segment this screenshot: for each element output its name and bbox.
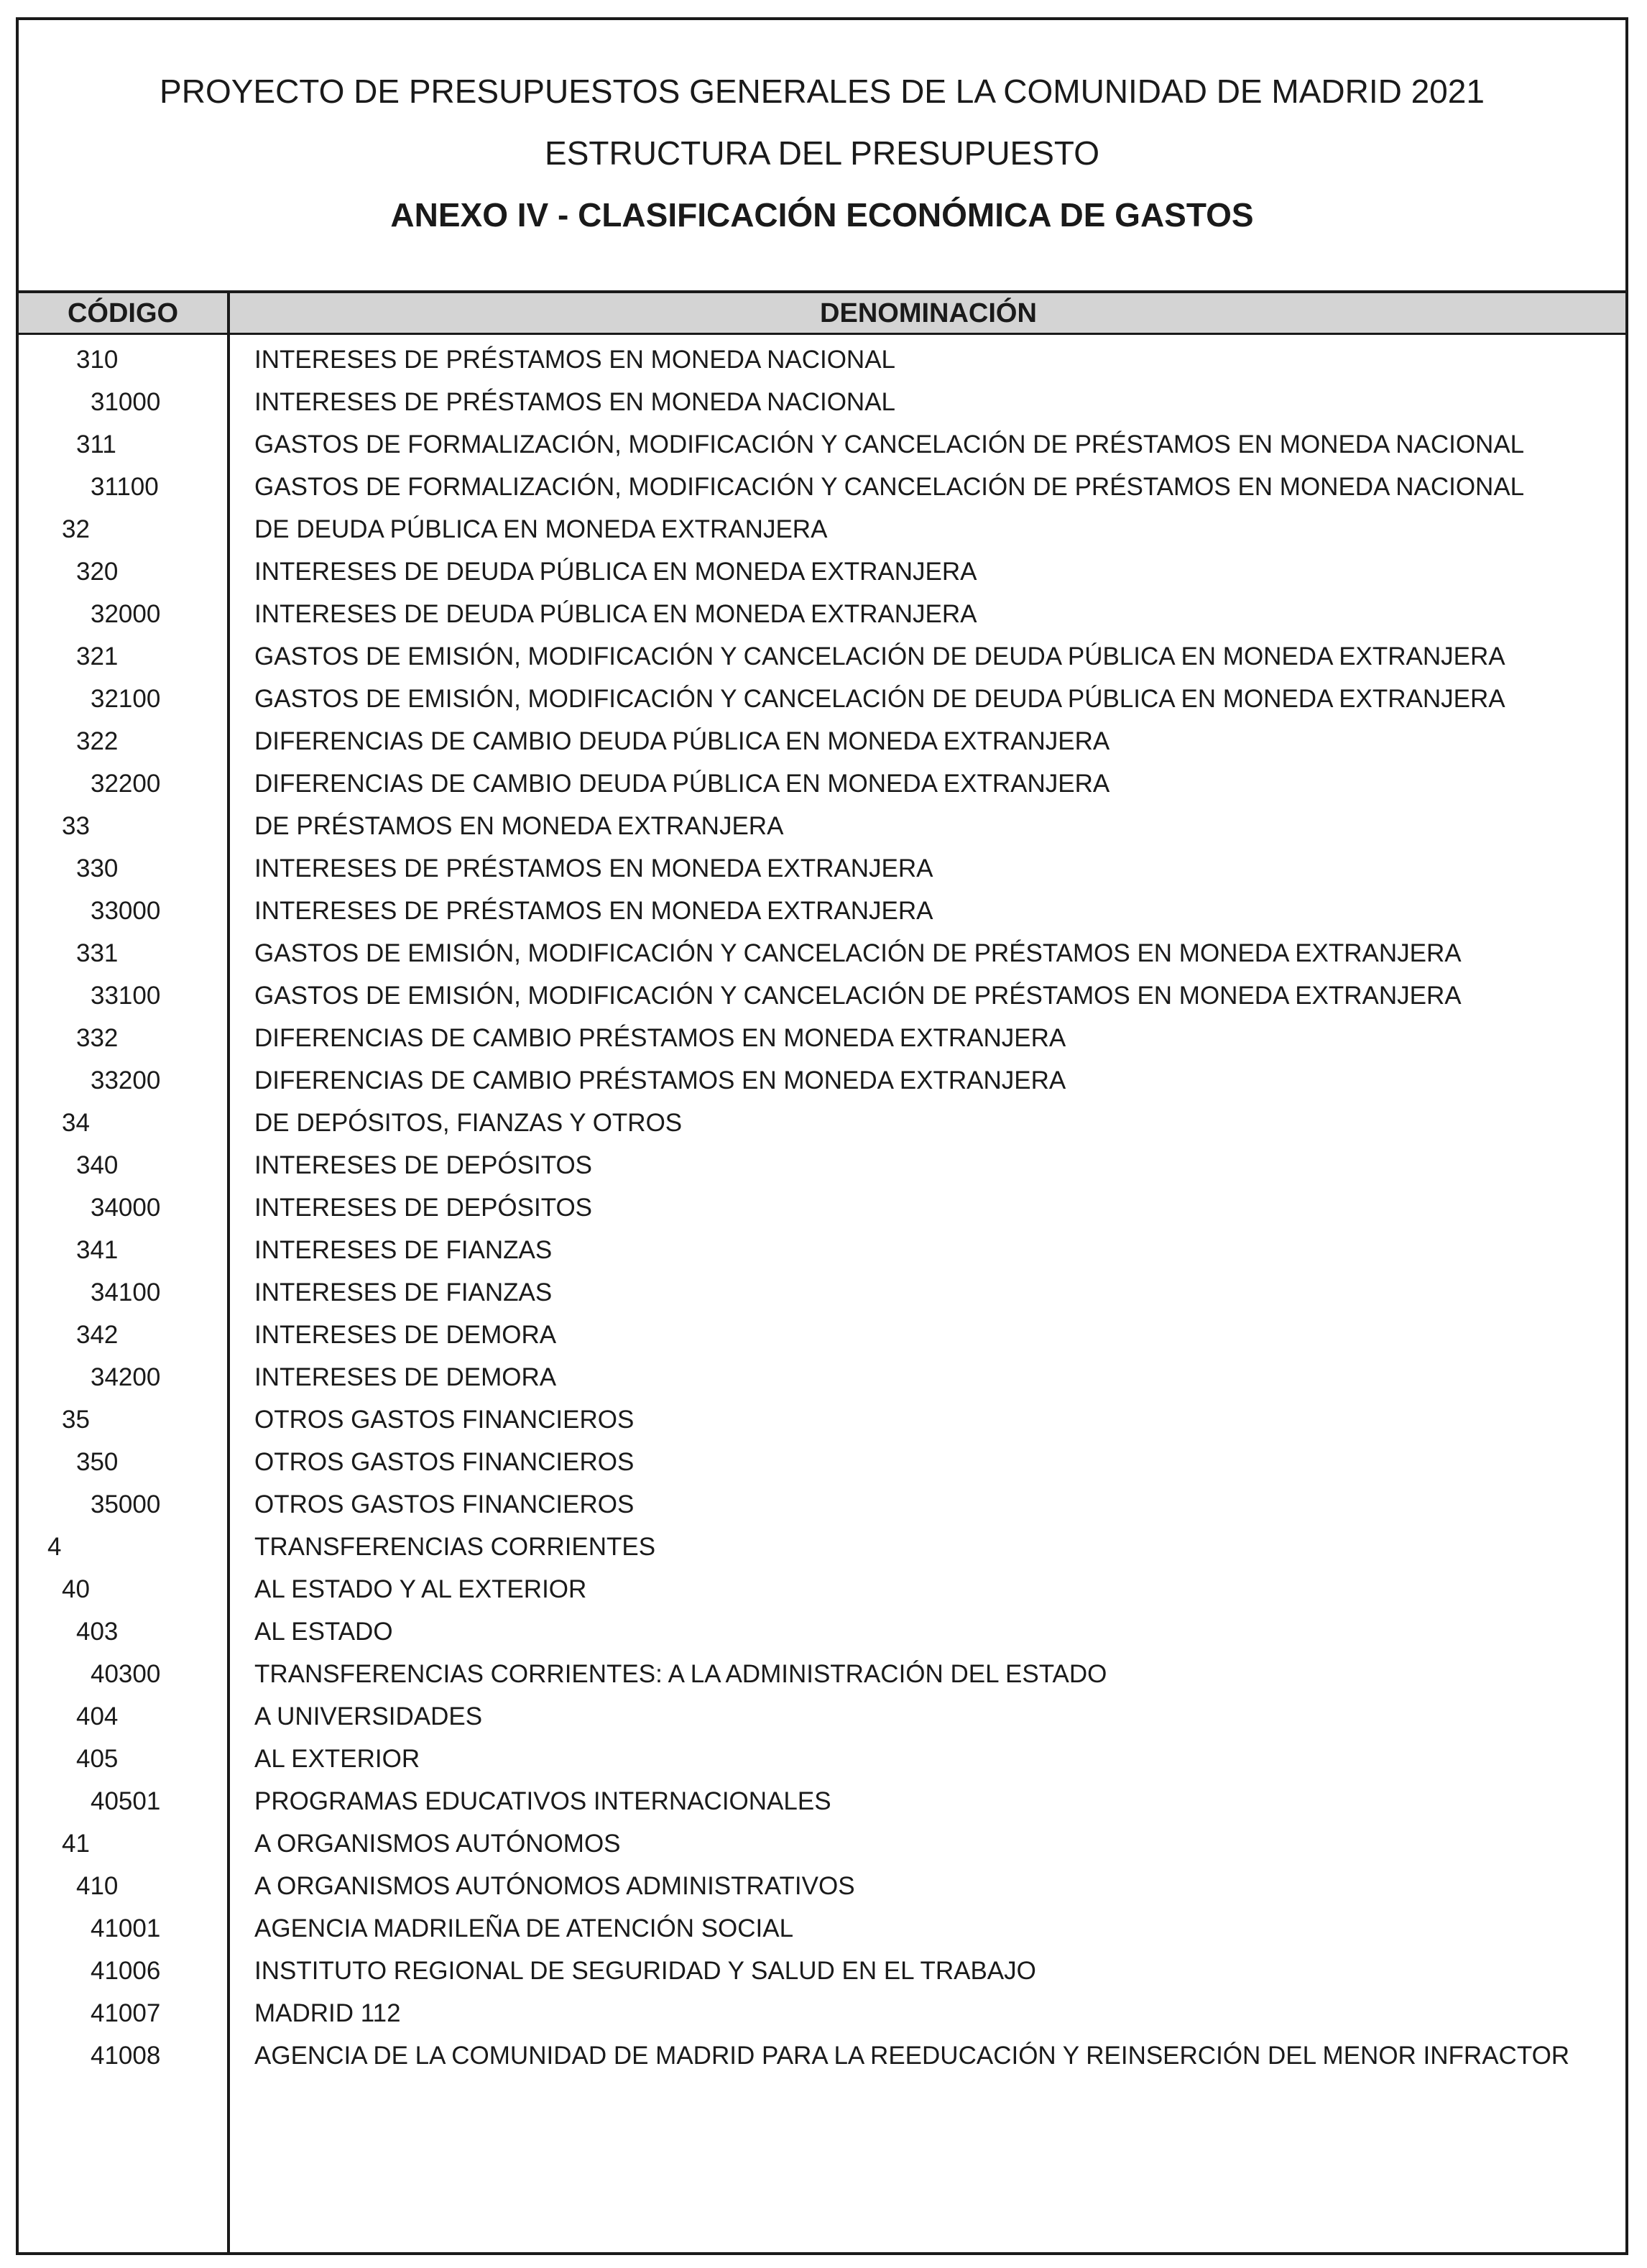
table-row xyxy=(19,890,1625,933)
table-row xyxy=(19,1781,1625,1823)
table-row xyxy=(19,1314,1625,1357)
row-code: 331 xyxy=(76,939,119,967)
row-denomination: TRANSFERENCIAS CORRIENTES: A LA ADMINISTRACIÓN DEL ESTADO xyxy=(254,1660,1107,1688)
row-code: 341 xyxy=(76,1236,119,1264)
row-denomination: INTERESES DE PRÉSTAMOS EN MONEDA EXTRANJERA xyxy=(254,854,933,882)
row-denomination: DIFERENCIAS DE CAMBIO PRÉSTAMOS EN MONEDA EXTRANJERA xyxy=(254,1024,1066,1052)
row-code: 31000 xyxy=(91,388,161,416)
row-code: 33100 xyxy=(91,982,161,1010)
table-row xyxy=(19,1611,1625,1654)
row-code: 4 xyxy=(47,1533,62,1561)
row-denomination: GASTOS DE EMISIÓN, MODIFICACIÓN Y CANCELACIÓN DE DEUDA PÚBLICA EN MONEDA EXTRANJERA xyxy=(254,642,1505,670)
table-row xyxy=(19,1738,1625,1781)
row-denomination: INTERESES DE FIANZAS xyxy=(254,1236,553,1264)
table-row xyxy=(19,678,1625,721)
row-code: 34100 xyxy=(91,1278,161,1306)
row-code: 31100 xyxy=(91,473,159,501)
row-denomination: GASTOS DE EMISIÓN, MODIFICACIÓN Y CANCELACIÓN DE PRÉSTAMOS EN MONEDA EXTRANJERA xyxy=(254,939,1462,967)
row-denomination: OTROS GASTOS FINANCIEROS xyxy=(254,1448,635,1476)
row-denomination: AL EXTERIOR xyxy=(254,1745,420,1773)
row-code: 40300 xyxy=(91,1660,161,1688)
row-code: 342 xyxy=(76,1321,119,1349)
row-denomination: PROGRAMAS EDUCATIVOS INTERNACIONALES xyxy=(254,1787,831,1815)
row-denomination: A ORGANISMOS AUTÓNOMOS ADMINISTRATIVOS xyxy=(254,1872,855,1900)
row-denomination: INTERESES DE DEMORA xyxy=(254,1363,557,1391)
table-row xyxy=(19,721,1625,763)
row-denomination: TRANSFERENCIAS CORRIENTES xyxy=(254,1533,656,1561)
table-row xyxy=(19,1823,1625,1866)
row-code: 35 xyxy=(62,1406,90,1434)
row-denomination: AGENCIA MADRILEÑA DE ATENCIÓN SOCIAL xyxy=(254,1914,794,1942)
row-denomination: A ORGANISMOS AUTÓNOMOS xyxy=(254,1830,621,1858)
table-row xyxy=(19,424,1625,466)
document-title: PROYECTO DE PRESUPUESTOS GENERALES DE LA COMUNIDAD DE MADRID 2021 xyxy=(160,73,1485,110)
row-denomination: INTERESES DE DEUDA PÚBLICA EN MONEDA EXTRANJERA xyxy=(254,600,977,628)
table-row xyxy=(19,1866,1625,1908)
table-row xyxy=(19,1908,1625,1950)
row-code: 41008 xyxy=(91,2042,161,2070)
table-row xyxy=(19,2035,1625,2078)
table-row xyxy=(19,1399,1625,1442)
row-code: 35000 xyxy=(91,1490,161,1518)
row-code: 321 xyxy=(76,642,119,670)
row-denomination: INTERESES DE PRÉSTAMOS EN MONEDA EXTRANJERA xyxy=(254,897,933,925)
table-body xyxy=(19,339,1625,2078)
column-header-code: CÓDIGO xyxy=(67,298,179,328)
table-header xyxy=(19,293,1625,335)
row-code: 40 xyxy=(62,1575,90,1603)
row-denomination: DE PRÉSTAMOS EN MONEDA EXTRANJERA xyxy=(254,812,784,840)
row-code: 340 xyxy=(76,1151,119,1179)
table-row xyxy=(19,848,1625,890)
row-denomination: INTERESES DE DEMORA xyxy=(254,1321,557,1349)
table-row xyxy=(19,1484,1625,1526)
table-row xyxy=(19,382,1625,424)
row-denomination: DIFERENCIAS DE CAMBIO DEUDA PÚBLICA EN MONEDA EXTRANJERA xyxy=(254,770,1110,798)
table-row xyxy=(19,1442,1625,1484)
row-denomination: MADRID 112 xyxy=(254,1999,401,2027)
row-code: 403 xyxy=(76,1618,119,1646)
row-denomination: INSTITUTO REGIONAL DE SEGURIDAD Y SALUD EN EL TRABAJO xyxy=(254,1957,1036,1985)
table-row xyxy=(19,1654,1625,1696)
table-row xyxy=(19,636,1625,678)
table-row xyxy=(19,594,1625,636)
row-denomination: DIFERENCIAS DE CAMBIO PRÉSTAMOS EN MONEDA EXTRANJERA xyxy=(254,1066,1066,1094)
row-denomination: DE DEUDA PÚBLICA EN MONEDA EXTRANJERA xyxy=(254,515,828,543)
row-denomination: INTERESES DE FIANZAS xyxy=(254,1278,553,1306)
row-denomination: GASTOS DE EMISIÓN, MODIFICACIÓN Y CANCELACIÓN DE DEUDA PÚBLICA EN MONEDA EXTRANJERA xyxy=(254,685,1505,713)
row-denomination: INTERESES DE PRÉSTAMOS EN MONEDA NACIONAL xyxy=(254,388,896,416)
table-row xyxy=(19,933,1625,975)
row-code: 33000 xyxy=(91,897,161,925)
row-code: 34000 xyxy=(91,1194,161,1222)
row-denomination: DIFERENCIAS DE CAMBIO DEUDA PÚBLICA EN MONEDA EXTRANJERA xyxy=(254,727,1110,755)
table-row xyxy=(19,551,1625,594)
row-code: 32000 xyxy=(91,600,161,628)
row-denomination: GASTOS DE FORMALIZACIÓN, MODIFICACIÓN Y CANCELACIÓN DE PRÉSTAMOS EN MONEDA NACIONAL xyxy=(254,430,1525,458)
row-code: 33 xyxy=(62,812,90,840)
table-row xyxy=(19,763,1625,806)
table-row xyxy=(19,1018,1625,1060)
document-subtitle: ESTRUCTURA DEL PRESUPUESTO xyxy=(545,134,1099,172)
row-code: 33200 xyxy=(91,1066,161,1094)
table-row xyxy=(19,1526,1625,1569)
row-denomination: OTROS GASTOS FINANCIEROS xyxy=(254,1490,635,1518)
table-row xyxy=(19,975,1625,1018)
table-row xyxy=(19,466,1625,509)
table-row xyxy=(19,1696,1625,1738)
column-header-denomination: DENOMINACIÓN xyxy=(820,298,1037,328)
row-denomination: INTERESES DE DEUDA PÚBLICA EN MONEDA EXTRANJERA xyxy=(254,558,977,586)
row-code: 410 xyxy=(76,1872,119,1900)
table-row xyxy=(19,509,1625,551)
row-code: 32200 xyxy=(91,770,161,798)
row-code: 41 xyxy=(62,1830,90,1858)
row-code: 34200 xyxy=(91,1363,161,1391)
row-denomination: GASTOS DE FORMALIZACIÓN, MODIFICACIÓN Y CANCELACIÓN DE PRÉSTAMOS EN MONEDA NACIONAL xyxy=(254,473,1525,501)
row-code: 32 xyxy=(62,515,90,543)
document-frame xyxy=(16,17,1628,2255)
table-row xyxy=(19,1272,1625,1314)
row-code: 32100 xyxy=(91,685,161,713)
row-denomination: AGENCIA DE LA COMUNIDAD DE MADRID PARA LA REEDUCACIÓN Y REINSERCIÓN DEL MENOR INFRACTOR xyxy=(254,2042,1570,2070)
table-row xyxy=(19,1187,1625,1230)
row-code: 332 xyxy=(76,1024,119,1052)
row-denomination: INTERESES DE DEPÓSITOS xyxy=(254,1194,593,1222)
row-code: 322 xyxy=(76,727,119,755)
table-row xyxy=(19,1230,1625,1272)
table-row xyxy=(19,1993,1625,2035)
row-denomination: A UNIVERSIDADES xyxy=(254,1702,483,1730)
row-code: 330 xyxy=(76,854,119,882)
row-denomination: AL ESTADO xyxy=(254,1618,393,1646)
row-code: 405 xyxy=(76,1745,119,1773)
row-code: 40501 xyxy=(91,1787,161,1815)
row-code: 41001 xyxy=(91,1914,161,1942)
table-row xyxy=(19,1060,1625,1102)
row-denomination: INTERESES DE DEPÓSITOS xyxy=(254,1151,593,1179)
row-code: 310 xyxy=(76,346,119,374)
table-row xyxy=(19,1569,1625,1611)
table-row xyxy=(19,1357,1625,1399)
document-header xyxy=(19,20,1625,290)
row-denomination: AL ESTADO Y AL EXTERIOR xyxy=(254,1575,587,1603)
row-denomination: DE DEPÓSITOS, FIANZAS Y OTROS xyxy=(254,1109,683,1137)
row-denomination: OTROS GASTOS FINANCIEROS xyxy=(254,1406,635,1434)
row-code: 404 xyxy=(76,1702,119,1730)
row-code: 311 xyxy=(76,430,116,458)
table-row xyxy=(19,806,1625,848)
row-code: 320 xyxy=(76,558,119,586)
table-row xyxy=(19,339,1625,382)
table-row xyxy=(19,1102,1625,1145)
row-denomination: GASTOS DE EMISIÓN, MODIFICACIÓN Y CANCELACIÓN DE PRÉSTAMOS EN MONEDA EXTRANJERA xyxy=(254,982,1462,1010)
row-code: 34 xyxy=(62,1109,90,1137)
row-code: 41007 xyxy=(91,1999,161,2027)
table-row xyxy=(19,1145,1625,1187)
row-code: 41006 xyxy=(91,1957,161,1985)
table-row xyxy=(19,1950,1625,1993)
annex-title: ANEXO IV - CLASIFICACIÓN ECONÓMICA DE GASTOS xyxy=(390,196,1254,234)
row-denomination: INTERESES DE PRÉSTAMOS EN MONEDA NACIONAL xyxy=(254,346,896,374)
row-code: 350 xyxy=(76,1448,119,1476)
